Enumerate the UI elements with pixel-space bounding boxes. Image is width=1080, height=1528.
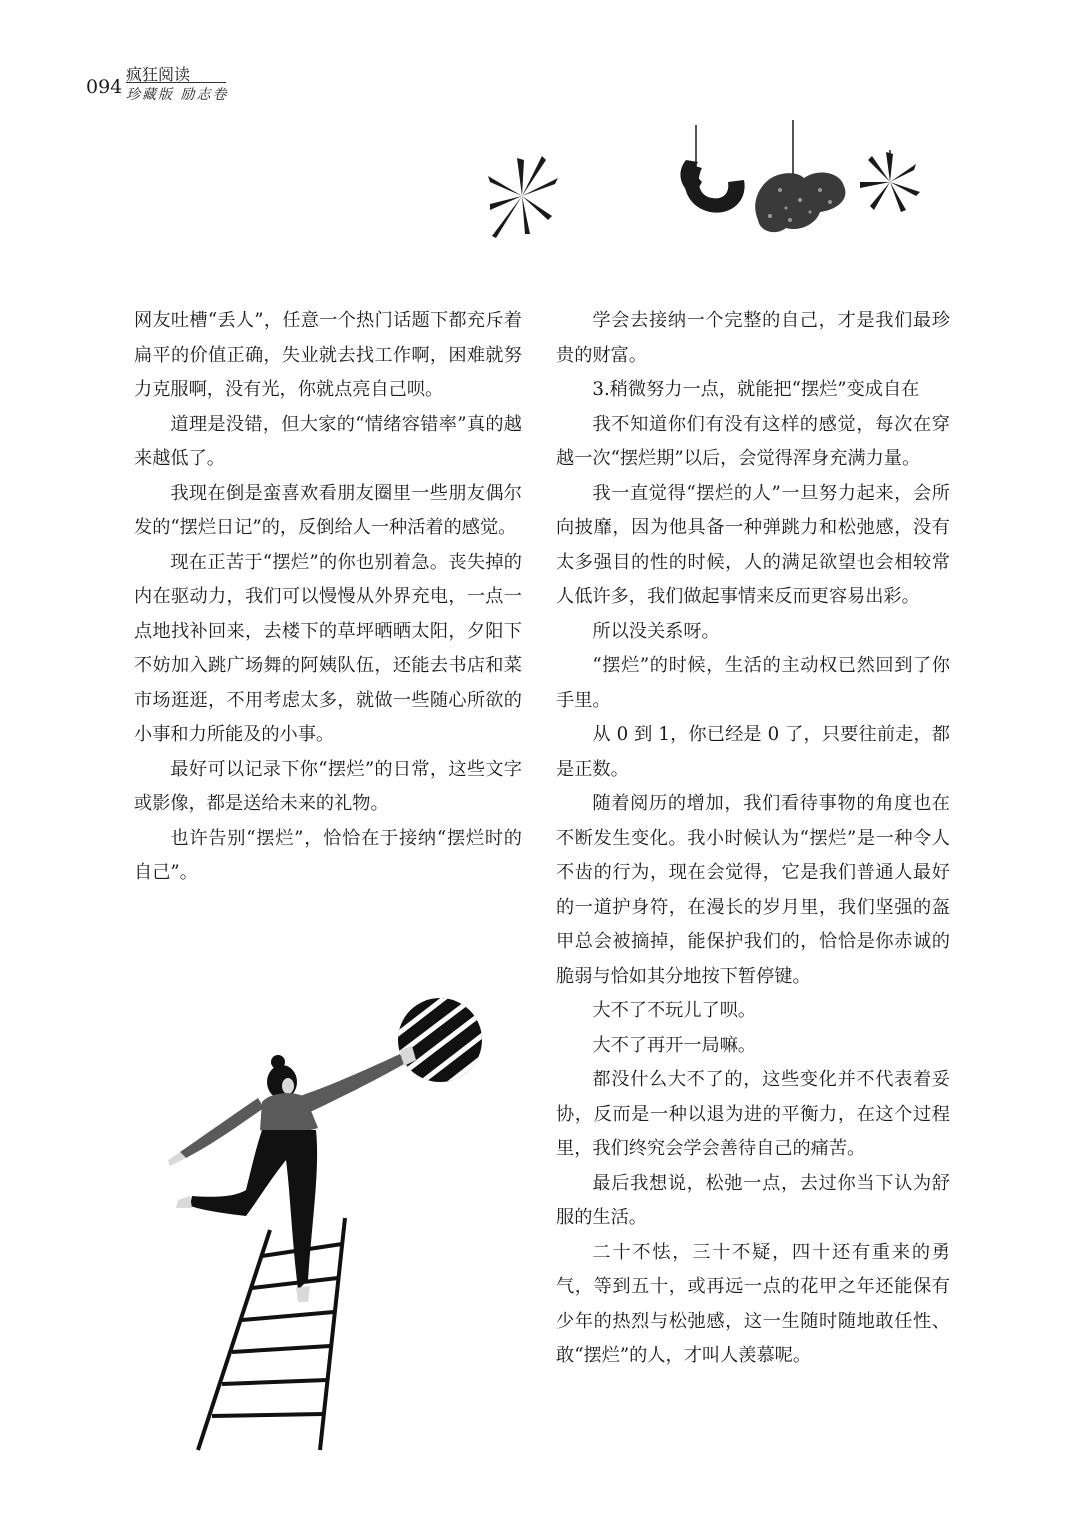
section-heading: 3.稍微努力一点，就能把“摆烂”变成自在 [592, 379, 920, 400]
header-divider [126, 82, 226, 83]
paragraph: 网友吐槽“丢人”，任意一个热门话题下都充斥着扁平的价值正确，失业就去找工作啊，困难就努力克服啊，没有光，你就点亮自己呗。 [134, 310, 522, 400]
hanging-decorations-icon [470, 120, 930, 250]
paragraph: 我一直觉得“摆烂的人”一旦努力起来，会所向披靡，因为他具备一种弹跳力和松弛感，没有太多强目的性的时候，人的满足欲望也会相较常人低许多，我们做起事情来反而更容易出彩。 [556, 482, 950, 607]
series-title: 疯狂阅读 [126, 65, 191, 84]
paragraph: 也许告别“摆烂”，恰恰在于接纳“摆烂时的自己”。 [134, 827, 522, 883]
series-subtitle: 珍藏版 励志卷 [126, 87, 229, 103]
paragraph: “摆烂”的时候，生活的主动权已然回到了你手里。 [556, 655, 950, 711]
paragraph: 二十不怯，三十不疑，四十还有重来的勇气，等到五十，或再远一点的花甲之年还能保有少年的热烈与松弛感，这一生随时随地敢任性、敢“摆烂”的人，才叫人羡慕呢。 [556, 1241, 950, 1366]
left-column [134, 304, 522, 891]
paragraph: 学会去接纳一个完整的自己，才是我们最珍贵的财富。 [556, 310, 950, 366]
right-column [556, 304, 950, 1374]
page-header [86, 58, 236, 108]
paragraph: 我现在倒是蛮喜欢看朋友圈里一些朋友偶尔发的“摆烂日记”的，反倒给人一种活着的感觉。 [134, 482, 522, 538]
woman-on-ladder-holding-moon-icon [150, 990, 510, 1460]
paragraph: 我不知道你们有没有这样的感觉，每次在穿越一次“摆烂期”以后，会觉得浑身充满力量。 [556, 413, 950, 469]
paragraph: 都没什么大不了的，这些变化并不代表着妥协，反而是一种以退为进的平衡力，在这个过程里，我们终究会学会善待自己的痛苦。 [556, 1069, 950, 1159]
paragraph: 随着阅历的增加，我们看待事物的角度也在不断发生变化。我小时候认为“摆烂”是一种令人不齿的行为，现在会觉得，它是我们普通人最好的一道护身符，在漫长的岁月里，我们坚强的盔甲总会被摘掉，能保护我们的，恰恰是你赤诚的脆弱与恰如其分地按下暂停键。 [556, 793, 950, 987]
paragraph: 大不了再开一局嘛。 [592, 1034, 757, 1056]
paragraph: 现在正苦于“摆烂”的你也别着急。丧失掉的内在驱动力，我们可以慢慢从外界充电，一点一点地找补回来，去楼下的草坪晒晒太阳，夕阳下不妨加入跳广场舞的阿姨队伍，还能去书店和菜市场逛逛，不用考虑太多，就做一些随心所欲的小事和力所能及的小事。 [134, 551, 522, 745]
paragraph: 所以没关系呀。 [592, 620, 720, 642]
page-number: 094 [86, 76, 123, 98]
paragraph: 最好可以记录下你“摆烂”的日常，这些文字或影像，都是送给未来的礼物。 [134, 758, 522, 814]
paragraph: 最后我想说，松弛一点，去过你当下认为舒服的生活。 [556, 1172, 950, 1228]
paragraph: 从 0 到 1，你已经是 0 了，只要往前走，都是正数。 [556, 724, 950, 780]
paragraph: 大不了不玩儿了呗。 [592, 1000, 757, 1021]
paragraph: 道理是没错，但大家的“情绪容错率”真的越来越低了。 [134, 413, 522, 469]
